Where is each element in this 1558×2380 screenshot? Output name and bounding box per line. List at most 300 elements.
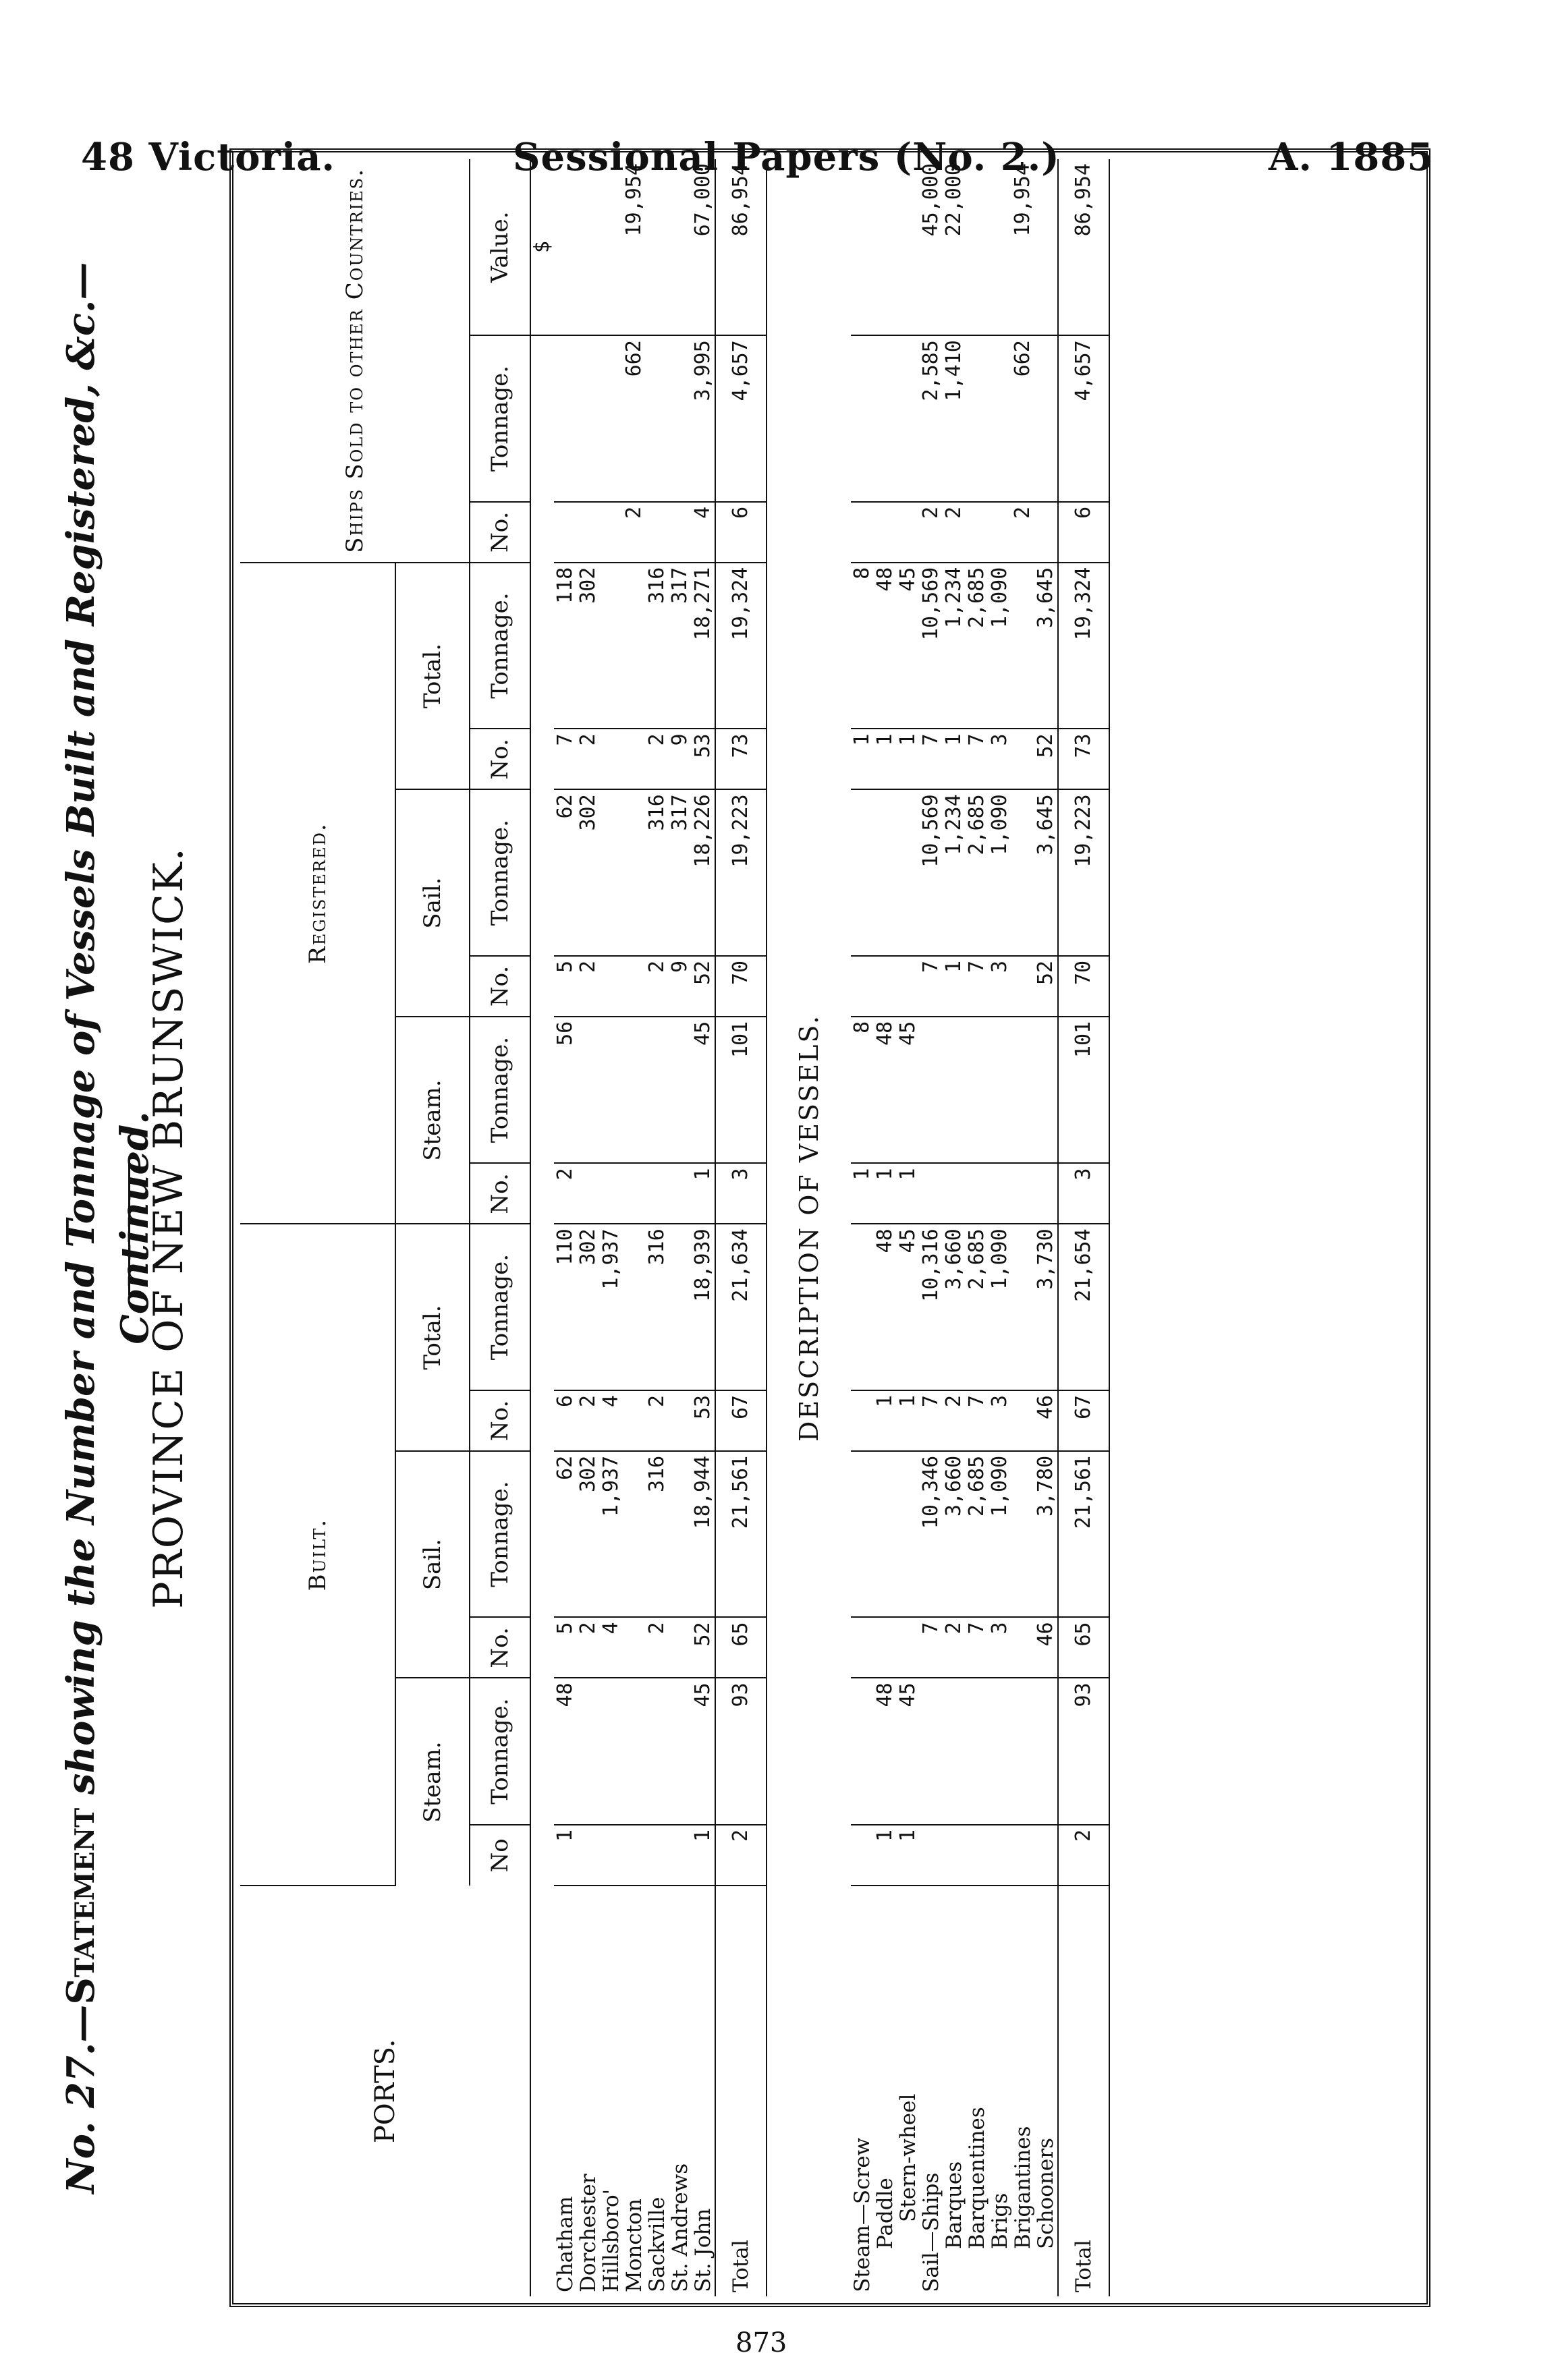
reg-total-tonnage-header: Tonnage. xyxy=(470,563,530,729)
cell-r-st-t xyxy=(669,1017,692,1164)
cell-b-st-no xyxy=(989,1825,1011,1886)
cell-r-sa-t: 3,645 xyxy=(1034,789,1058,956)
cell-r-st-t: 45 xyxy=(897,1017,920,1164)
cell-b-st-t xyxy=(600,1678,623,1825)
vessel-row xyxy=(966,159,989,2296)
cell-b-st-no xyxy=(943,1825,966,1886)
row-label: Barques xyxy=(942,2161,966,2249)
cell-r-sa-t: 1,234 xyxy=(943,789,966,956)
cell-r-to-no xyxy=(600,729,623,789)
cell-b-sa-no xyxy=(874,1617,897,1678)
cell-b-sa-no: 2 xyxy=(943,1617,966,1678)
built-total-tonnage-header: Tonnage. xyxy=(470,1224,530,1390)
cell-r-to-t: 317 xyxy=(669,563,692,729)
cell-b-to-t: 3,730 xyxy=(1034,1224,1058,1390)
cell-r-sa-no: 70 xyxy=(1058,956,1109,1017)
cell-s-t xyxy=(897,335,920,502)
cell-r-st-t xyxy=(943,1017,966,1164)
statement-body xyxy=(530,159,1109,2296)
cell-s-v xyxy=(600,159,623,335)
cell-r-sa-no xyxy=(874,956,897,1017)
row-label: Hillsboro' xyxy=(599,2188,623,2292)
cell-r-st-t xyxy=(989,1017,1011,1164)
cell-r-st-no: 3 xyxy=(715,1163,767,1224)
port-row xyxy=(646,159,669,2296)
cell-b-sa-no: 2 xyxy=(577,1617,600,1678)
cell-s-v: 86,954 xyxy=(715,159,767,335)
cell-b-to-t xyxy=(623,1224,646,1390)
cell-s-t xyxy=(646,335,669,502)
cell-s-t: 4,657 xyxy=(1058,335,1109,502)
port-row xyxy=(623,159,646,2296)
built-header: Built. xyxy=(240,1224,395,1885)
cell-b-to-no: 46 xyxy=(1034,1390,1058,1451)
cell-r-sa-t: 1,090 xyxy=(989,789,1011,956)
cell-b-to-t xyxy=(669,1224,692,1390)
cell-b-sa-no xyxy=(897,1617,920,1678)
page-number: 873 xyxy=(735,2327,787,2358)
cell-r-st-t xyxy=(966,1017,989,1164)
cell-r-st-t xyxy=(577,1017,600,1164)
cell-b-to-t: 110 xyxy=(554,1224,577,1390)
cell-b-to-t: 45 xyxy=(897,1224,920,1390)
cell-b-st-no xyxy=(600,1825,623,1886)
caption-prefix: No. 27.— xyxy=(59,2004,103,2194)
cell-r-st-no: 1 xyxy=(692,1163,715,1224)
cell-b-sa-t xyxy=(874,1451,897,1618)
caption-statement: Statement xyxy=(59,1807,103,2005)
cell-b-sa-no: 3 xyxy=(989,1617,1011,1678)
cell-b-sa-t: 2,685 xyxy=(966,1451,989,1618)
cell-r-sa-t: 18,226 xyxy=(692,789,715,956)
cell-s-v xyxy=(897,159,920,335)
cell-r-to-t: 1,234 xyxy=(943,563,966,729)
cell-r-sa-t: 302 xyxy=(577,789,600,956)
cell-r-sa-no: 2 xyxy=(577,956,600,1017)
cell-r-sa-t xyxy=(600,789,623,956)
rotated-statement xyxy=(54,148,1430,2307)
cell-r-to-no: 53 xyxy=(692,729,715,789)
cell-r-st-t: 101 xyxy=(1058,1017,1109,1164)
cell-b-sa-t: 1,090 xyxy=(989,1451,1011,1618)
cell-s-v: 19,954 xyxy=(1011,159,1034,335)
registered-header: Registered. xyxy=(240,563,395,1224)
cell-b-to-no xyxy=(669,1390,692,1451)
cell-s-v: 86,954 xyxy=(1058,159,1109,335)
cell-b-sa-t: 18,944 xyxy=(692,1451,715,1618)
cell-r-to-no: 3 xyxy=(989,729,1011,789)
cell-b-sa-t: 316 xyxy=(646,1451,669,1618)
cell-r-sa-t: 317 xyxy=(669,789,692,956)
cell-s-no: 2 xyxy=(943,502,966,563)
cell-s-no: 2 xyxy=(920,502,943,563)
cell-s-t xyxy=(851,335,874,502)
cell-r-st-t: 45 xyxy=(692,1017,715,1164)
cell-r-sa-no: 9 xyxy=(669,956,692,1017)
cell-b-to-t: 18,939 xyxy=(692,1224,715,1390)
cell-b-st-no: 1 xyxy=(554,1825,577,1886)
dollar-row xyxy=(530,159,554,2296)
cell-b-sa-t xyxy=(897,1451,920,1618)
cell-b-to-t: 3,660 xyxy=(943,1224,966,1390)
cell-r-to-no: 9 xyxy=(669,729,692,789)
cell-s-no: 6 xyxy=(715,502,767,563)
cell-b-sa-no: 46 xyxy=(1034,1617,1058,1678)
cell-b-st-t: 48 xyxy=(874,1678,897,1825)
cell-b-st-t: 45 xyxy=(692,1678,715,1825)
reg-sail-no-header: No. xyxy=(470,956,530,1017)
cell-r-st-no xyxy=(1034,1163,1058,1224)
cell-s-no: 4 xyxy=(692,502,715,563)
cell-b-st-t xyxy=(669,1678,692,1825)
cell-s-t xyxy=(600,335,623,502)
cell-r-st-t xyxy=(920,1017,943,1164)
cell-s-t: 662 xyxy=(623,335,646,502)
cell-b-to-t xyxy=(1011,1224,1034,1390)
cell-r-st-t xyxy=(623,1017,646,1164)
vessel-row xyxy=(897,159,920,2296)
cell-r-to-t: 3,645 xyxy=(1034,563,1058,729)
row-label: Paddle xyxy=(873,2178,897,2249)
cell-b-sa-t: 1,937 xyxy=(600,1451,623,1618)
cell-r-sa-t: 316 xyxy=(646,789,669,956)
cell-s-t: 1,410 xyxy=(943,335,966,502)
cell-r-sa-t: 19,223 xyxy=(715,789,767,956)
cell-b-sa-t: 302 xyxy=(577,1451,600,1618)
cell-b-sa-t: 3,660 xyxy=(943,1451,966,1618)
cell-b-st-no xyxy=(920,1825,943,1886)
cell-r-to-t xyxy=(623,563,646,729)
cell-b-to-no xyxy=(623,1390,646,1451)
cell-b-to-no: 7 xyxy=(966,1390,989,1451)
cell-b-sa-no: 65 xyxy=(1058,1617,1109,1678)
cell-r-sa-no xyxy=(600,956,623,1017)
cell-r-st-no xyxy=(920,1163,943,1224)
cell-b-to-no: 1 xyxy=(874,1390,897,1451)
cell-r-to-t: 1,090 xyxy=(989,563,1011,729)
cell-b-to-t: 21,654 xyxy=(1058,1224,1109,1390)
reg-steam-header: Steam. xyxy=(395,1017,470,1224)
cell-r-sa-no: 52 xyxy=(1034,956,1058,1017)
cell-s-v: 19,954 xyxy=(623,159,646,335)
vessel-row xyxy=(1011,159,1034,2296)
cell-s-v xyxy=(966,159,989,335)
vessel-row xyxy=(1034,159,1058,2296)
cell-b-to-no: 53 xyxy=(692,1390,715,1451)
cell-s-t xyxy=(989,335,1011,502)
cell-b-to-t: 2,685 xyxy=(966,1224,989,1390)
cell-r-st-t xyxy=(1011,1017,1034,1164)
cell-b-st-t xyxy=(623,1678,646,1825)
built-sail-tonnage-header: Tonnage. xyxy=(470,1451,530,1618)
row-label: Total xyxy=(715,1886,767,2296)
cell-r-st-no xyxy=(943,1163,966,1224)
cell-b-st-t xyxy=(646,1678,669,1825)
cell-r-st-t: 8 xyxy=(851,1017,874,1164)
cell-b-st-t xyxy=(920,1678,943,1825)
cell-r-st-no: 3 xyxy=(1058,1163,1109,1224)
row-label: Schooners xyxy=(1034,2138,1058,2249)
cell-r-st-no xyxy=(966,1163,989,1224)
cell-r-to-no: 7 xyxy=(966,729,989,789)
vessels-total-row xyxy=(1058,159,1109,2296)
cell-b-sa-no: 52 xyxy=(692,1617,715,1678)
cell-b-st-t xyxy=(577,1678,600,1825)
cell-r-to-no: 1 xyxy=(874,729,897,789)
cell-s-no xyxy=(874,502,897,563)
built-total-no-header: No. xyxy=(470,1390,530,1451)
row-label: Barquentines xyxy=(965,2107,989,2249)
built-total-header: Total. xyxy=(395,1224,470,1451)
cell-s-t: 4,657 xyxy=(715,335,767,502)
cell-r-to-no: 73 xyxy=(715,729,767,789)
vessel-row xyxy=(851,159,874,2296)
cell-r-sa-no: 3 xyxy=(989,956,1011,1017)
cell-r-sa-t: 19,223 xyxy=(1058,789,1109,956)
cell-b-st-t: 93 xyxy=(715,1678,767,1825)
cell-r-sa-t: 2,685 xyxy=(966,789,989,956)
cell-b-to-no: 67 xyxy=(715,1390,767,1451)
cell-s-no xyxy=(600,502,623,563)
cell-s-t: 3,995 xyxy=(692,335,715,502)
cell-r-to-no: 2 xyxy=(646,729,669,789)
cell-r-st-no: 1 xyxy=(897,1163,920,1224)
cell-r-sa-t xyxy=(874,789,897,956)
cell-r-st-no xyxy=(989,1163,1011,1224)
reg-sail-tonnage-header: Tonnage. xyxy=(470,789,530,956)
cell-s-no: 6 xyxy=(1058,502,1109,563)
port-row xyxy=(600,159,623,2296)
cell-b-st-t xyxy=(989,1678,1011,1825)
cell-b-sa-t xyxy=(669,1451,692,1618)
cell-r-to-no: 52 xyxy=(1034,729,1058,789)
cell-b-to-t: 21,634 xyxy=(715,1224,767,1390)
row-label: Stern-wheel xyxy=(896,2093,920,2222)
cell-r-to-no: 1 xyxy=(943,729,966,789)
cell-r-st-no xyxy=(1011,1163,1034,1224)
vessel-row xyxy=(989,159,1011,2296)
cell-b-sa-no xyxy=(1011,1617,1034,1678)
row-label: Moncton xyxy=(622,2199,646,2292)
cell-r-st-no xyxy=(600,1163,623,1224)
cell-b-sa-t xyxy=(1011,1451,1034,1618)
cell-b-to-t: 1,937 xyxy=(600,1224,623,1390)
built-steam-tonnage-header: Tonnage. xyxy=(470,1678,530,1825)
cell-r-to-no: 7 xyxy=(920,729,943,789)
cell-b-to-t xyxy=(851,1224,874,1390)
cell-r-sa-t: 62 xyxy=(554,789,577,956)
port-row xyxy=(669,159,692,2296)
cell-s-no xyxy=(646,502,669,563)
description-section-row xyxy=(767,159,851,2296)
cell-r-to-t xyxy=(600,563,623,729)
cell-r-to-t: 316 xyxy=(646,563,669,729)
statement-table-frame xyxy=(229,148,1430,2307)
cell-s-v xyxy=(851,159,874,335)
cell-r-to-t: 118 xyxy=(554,563,577,729)
sold-tonnage-header: Tonnage. xyxy=(470,335,530,502)
cell-b-to-no: 2 xyxy=(577,1390,600,1451)
cell-b-to-t: 1,090 xyxy=(989,1224,1011,1390)
cell-r-st-t xyxy=(600,1017,623,1164)
row-label: Sackville xyxy=(645,2197,669,2292)
row-label: Brigs xyxy=(988,2192,1012,2249)
cell-r-st-t: 56 xyxy=(554,1017,577,1164)
reg-total-no-header: No. xyxy=(470,729,530,789)
cell-b-sa-no: 2 xyxy=(646,1617,669,1678)
cell-r-st-no xyxy=(577,1163,600,1224)
reg-total-header: Total. xyxy=(395,563,470,790)
sold-value-header: Value. xyxy=(470,159,530,335)
cell-b-to-no xyxy=(1011,1390,1034,1451)
row-label: Dorchester xyxy=(576,2174,601,2292)
cell-s-no xyxy=(1034,502,1058,563)
cell-r-st-no xyxy=(669,1163,692,1224)
cell-b-to-no: 67 xyxy=(1058,1390,1109,1451)
cell-b-st-no xyxy=(1034,1825,1058,1886)
cell-b-st-no: 1 xyxy=(692,1825,715,1886)
cell-r-to-t: 2,685 xyxy=(966,563,989,729)
cell-b-to-t: 316 xyxy=(646,1224,669,1390)
cell-b-to-no: 7 xyxy=(920,1390,943,1451)
cell-s-no: 2 xyxy=(623,502,646,563)
cell-b-sa-no: 5 xyxy=(554,1617,577,1678)
cell-b-st-no: 2 xyxy=(715,1825,767,1886)
cell-r-sa-no: 7 xyxy=(966,956,989,1017)
cell-r-to-t: 10,569 xyxy=(920,563,943,729)
cell-b-sa-t: 21,561 xyxy=(715,1451,767,1618)
cell-b-sa-t: 21,561 xyxy=(1058,1451,1109,1618)
cell-r-sa-no: 70 xyxy=(715,956,767,1017)
cell-r-to-no: 73 xyxy=(1058,729,1109,789)
ports-header: PORTS. xyxy=(240,1886,530,2296)
cell-b-to-t: 48 xyxy=(874,1224,897,1390)
cell-s-no xyxy=(897,502,920,563)
cell-r-to-no xyxy=(1011,729,1034,789)
province-title: PROVINCE OF NEW BRUNSWICK. xyxy=(145,847,192,1609)
cell-r-sa-no xyxy=(897,956,920,1017)
cell-r-to-no xyxy=(623,729,646,789)
cell-b-sa-no xyxy=(851,1617,874,1678)
cell-r-to-no: 1 xyxy=(897,729,920,789)
cell-b-st-t: 45 xyxy=(897,1678,920,1825)
cell-b-to-no: 2 xyxy=(646,1390,669,1451)
cell-b-to-no: 6 xyxy=(554,1390,577,1451)
cell-b-sa-t: 62 xyxy=(554,1451,577,1618)
cell-r-to-t: 8 xyxy=(851,563,874,729)
cell-b-st-no: 2 xyxy=(1058,1825,1109,1886)
cell-s-v xyxy=(874,159,897,335)
cell-s-no xyxy=(554,502,577,563)
cell-s-v xyxy=(1034,159,1058,335)
cell-b-st-no xyxy=(669,1825,692,1886)
port-row xyxy=(554,159,577,2296)
row-label: St. John xyxy=(691,2208,715,2292)
cell-b-st-no: 1 xyxy=(897,1825,920,1886)
cell-r-st-t: 101 xyxy=(715,1017,767,1164)
cell-b-st-no: 1 xyxy=(874,1825,897,1886)
row-label: Steam—Screw xyxy=(850,2137,874,2292)
running-header-year: A. 1885 xyxy=(1269,135,1435,179)
cell-s-v xyxy=(989,159,1011,335)
cell-s-t: 2,585 xyxy=(920,335,943,502)
cell-r-st-no: 2 xyxy=(554,1163,577,1224)
cell-r-sa-t: 10,569 xyxy=(920,789,943,956)
cell-s-no: 2 xyxy=(1011,502,1034,563)
statement-table xyxy=(240,159,1110,2296)
reg-sail-header: Sail. xyxy=(395,789,470,1017)
cell-s-v: 45,000 xyxy=(920,159,943,335)
running-header-title: Sessional Papers (No. 2.) xyxy=(513,135,1060,179)
cell-r-sa-no: 2 xyxy=(646,956,669,1017)
cell-r-st-no: 1 xyxy=(851,1163,874,1224)
cell-s-no xyxy=(577,502,600,563)
port-row xyxy=(577,159,600,2296)
caption-rest: showing the Number and Tonnage of Vessels Built and Registered, &c.—Continued. xyxy=(59,262,157,1808)
row-label: St. Andrews xyxy=(668,2163,692,2292)
cell-b-sa-no: 7 xyxy=(966,1617,989,1678)
cell-r-to-t: 19,324 xyxy=(1058,563,1109,729)
cell-s-t xyxy=(874,335,897,502)
cell-s-no xyxy=(669,502,692,563)
built-sail-header: Sail. xyxy=(395,1451,470,1678)
vessel-row xyxy=(874,159,897,2296)
cell-b-sa-t xyxy=(851,1451,874,1618)
cell-s-t xyxy=(966,335,989,502)
cell-b-sa-no xyxy=(669,1617,692,1678)
cell-r-st-t xyxy=(1034,1017,1058,1164)
row-label: Brigantines xyxy=(1011,2126,1035,2249)
cell-b-sa-t: 3,780 xyxy=(1034,1451,1058,1618)
cell-r-sa-no xyxy=(851,956,874,1017)
cell-r-sa-t xyxy=(851,789,874,956)
cell-r-to-no: 7 xyxy=(554,729,577,789)
cell-b-st-t xyxy=(1011,1678,1034,1825)
ports-total-row xyxy=(715,159,767,2296)
cell-r-to-t: 302 xyxy=(577,563,600,729)
cell-s-no xyxy=(989,502,1011,563)
cell-r-sa-no xyxy=(623,956,646,1017)
cell-b-sa-no: 7 xyxy=(920,1617,943,1678)
cell-r-to-t: 19,324 xyxy=(715,563,767,729)
sold-no-header: No. xyxy=(470,502,530,563)
built-steam-no-header: No xyxy=(470,1825,530,1886)
row-label: Chatham xyxy=(553,2196,578,2292)
cell-b-to-no: 3 xyxy=(989,1390,1011,1451)
built-sail-no-header: No. xyxy=(470,1617,530,1678)
cell-b-to-no: 2 xyxy=(943,1390,966,1451)
cell-b-sa-t: 10,346 xyxy=(920,1451,943,1618)
cell-b-st-no xyxy=(646,1825,669,1886)
sold-header: Ships Sold to other Countries. xyxy=(240,159,470,563)
cell-b-to-no xyxy=(851,1390,874,1451)
cell-b-st-t xyxy=(1034,1678,1058,1825)
cell-r-sa-no xyxy=(1011,956,1034,1017)
cell-b-to-t: 10,316 xyxy=(920,1224,943,1390)
cell-s-v xyxy=(646,159,669,335)
cell-s-v xyxy=(577,159,600,335)
cell-s-t xyxy=(669,335,692,502)
cell-r-st-t xyxy=(646,1017,669,1164)
cell-s-v: 67,000 xyxy=(692,159,715,335)
cell-s-no xyxy=(851,502,874,563)
cell-b-to-t: 302 xyxy=(577,1224,600,1390)
cell-b-st-no xyxy=(623,1825,646,1886)
cell-b-st-t xyxy=(851,1678,874,1825)
port-row xyxy=(692,159,715,2296)
cell-s-t xyxy=(1034,335,1058,502)
running-header-session: 48 Victoria. xyxy=(81,135,336,179)
